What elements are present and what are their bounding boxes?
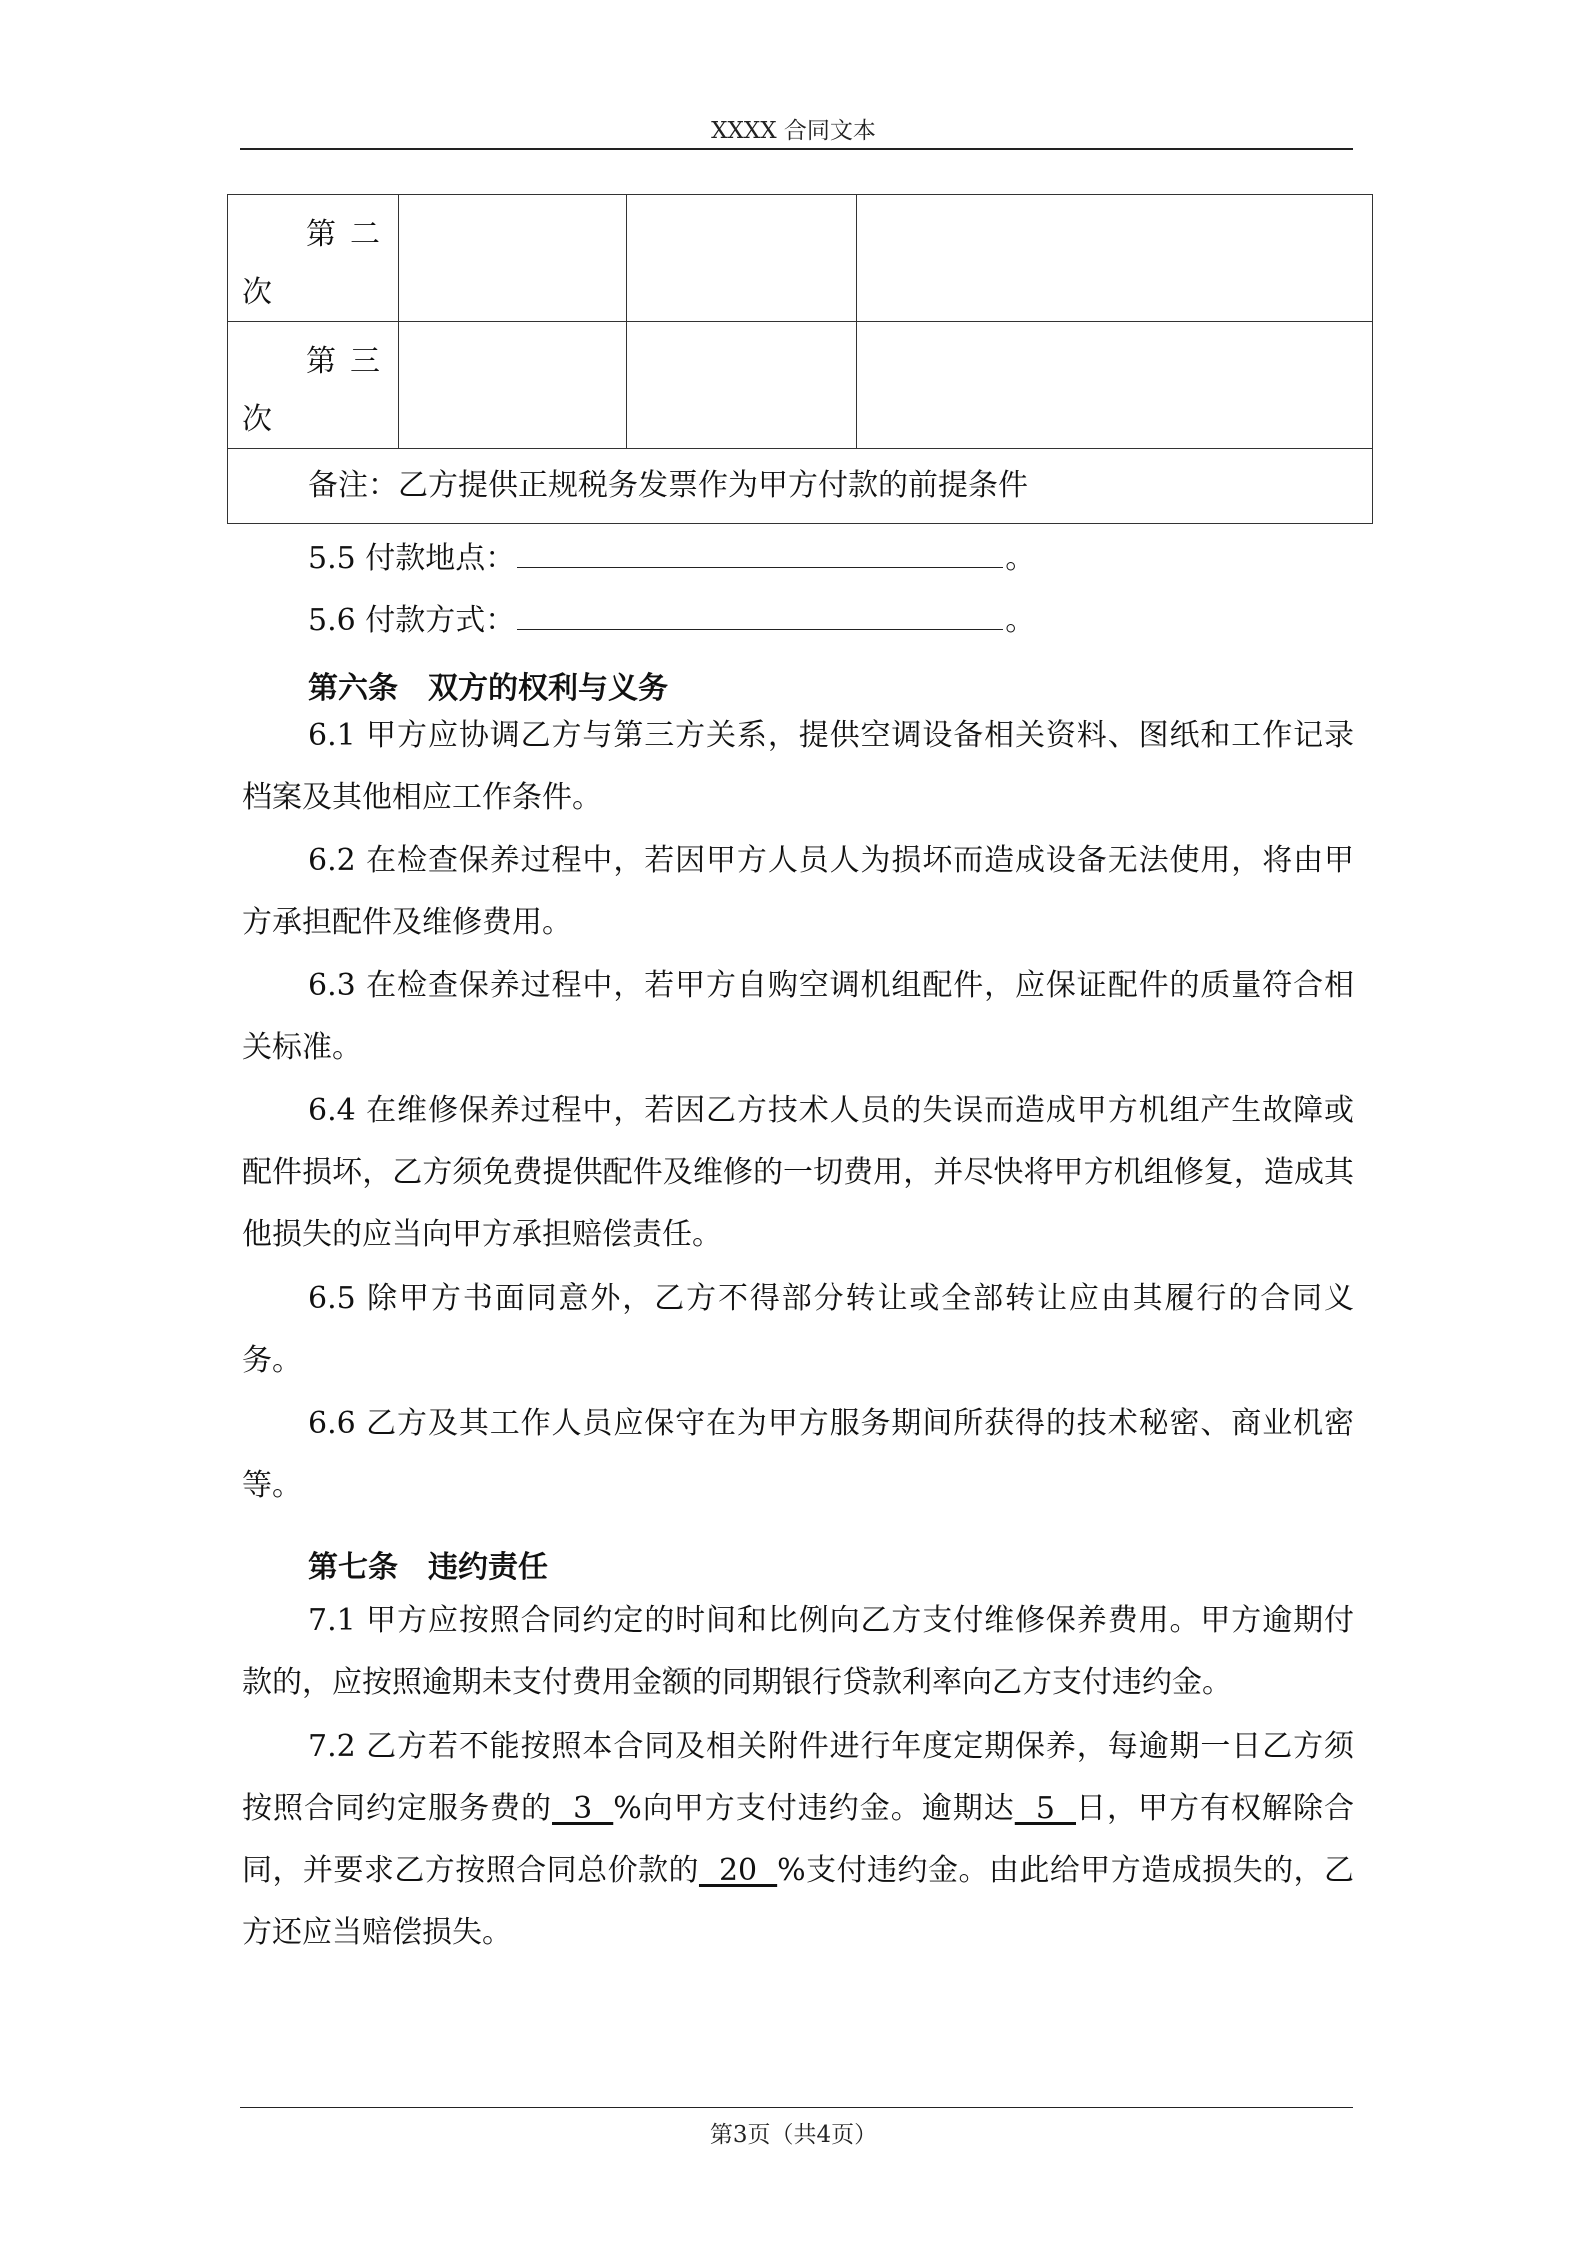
- payment-method-blank: [517, 599, 1003, 630]
- clause-5-6: 5.6 付款方式： 。: [242, 590, 1354, 652]
- clause-6-4: 6.4 在维修保养过程中，若因乙方技术人员的失误而造成甲方机组产生故障或配件损坏，乙方须免费提供配件及维修的一切费用，并尽快将甲方机组修复，造成其他损失的应当向甲方承担赔偿责任。: [242, 1093, 1354, 1252]
- payment-times-label-suffix: 次: [242, 402, 272, 437]
- payment-times-cell: [228, 195, 399, 322]
- clause-6-6: 6.6 乙方及其工作人员应保守在为甲方服务期间所获得的技术秘密、商业机密等。: [242, 1406, 1354, 1503]
- payment-times-cell: [228, 322, 399, 449]
- table-note-cell: [228, 449, 1373, 524]
- table-cell: [857, 322, 1373, 449]
- table-note: 备注：乙方提供正规税务发票作为甲方付款的前提条件: [308, 468, 1028, 503]
- penalty-rate-per-mille: 3: [552, 1791, 614, 1826]
- clause-6-3: 6.3 在检查保养过程中，若甲方自购空调机组配件，应保证配件的质量符合相关标准。: [242, 968, 1354, 1065]
- table-row: [228, 449, 1373, 524]
- section-6-heading: 第六条 双方的权利与义务: [308, 671, 668, 706]
- table-cell: [627, 322, 857, 449]
- clause-7-2: 7.2 乙方若不能按照本合同及相关附件进行年度定期保养，每逾期一日乙方须按照合同约定服务费的 3 %向甲方支付违约金。逾期达 5 日，甲方有权解除合同，并要求乙方按照合同总价款的 20 %支付违约金。由此给甲方造成损失的，乙方还应当赔偿损失。: [242, 1729, 1355, 1950]
- payment-schedule-table: [227, 194, 1373, 524]
- clause-6-1: 6.1 甲方应协调乙方与第三方关系，提供空调设备相关资料、图纸和工作记录档案及其他相应工作条件。: [242, 718, 1354, 815]
- clause-5-5-label: 5.5 付款地点：: [308, 541, 516, 576]
- table-cell: [399, 195, 627, 322]
- payment-times-label-suffix: 次: [242, 275, 272, 310]
- overdue-days-threshold: 5: [1014, 1791, 1076, 1826]
- clause-7-1: 7.1 甲方应按照合同约定的时间和比例向乙方支付维修保养费用。甲方逾期付款的，应按照逾期未支付费用金额的同期银行贷款利率向乙方支付违约金。: [242, 1603, 1354, 1700]
- payment-location-blank: [517, 537, 1003, 568]
- table-cell: [627, 195, 857, 322]
- clause-6-5: 6.5 除甲方书面同意外，乙方不得部分转让或全部转让应由其履行的合同义务。: [242, 1281, 1354, 1378]
- section-7-heading: 第七条 违约责任: [308, 1550, 548, 1585]
- termination-penalty-percent: 20: [698, 1853, 778, 1888]
- clause-6-2: 6.2 在检查保养过程中，若因甲方人员人为损坏而造成设备无法使用，将由甲方承担配件及维修费用。: [242, 843, 1354, 940]
- table-row: [228, 322, 1373, 449]
- payment-times-label: 第三: [306, 344, 394, 379]
- table-cell: [857, 195, 1373, 322]
- document-header-title: XXXX 合同文本: [711, 118, 876, 144]
- header-rule: [240, 148, 1353, 150]
- page-number: 第3页（共4页）: [709, 2122, 878, 2148]
- payment-times-label: 第二: [306, 217, 394, 252]
- clause-5-5: 5.5 付款地点： 。: [242, 528, 1354, 590]
- table-cell: [399, 322, 627, 449]
- table-row: [228, 195, 1373, 322]
- clause-5-6-label: 5.6 付款方式：: [308, 603, 516, 638]
- footer-rule: [240, 2107, 1353, 2108]
